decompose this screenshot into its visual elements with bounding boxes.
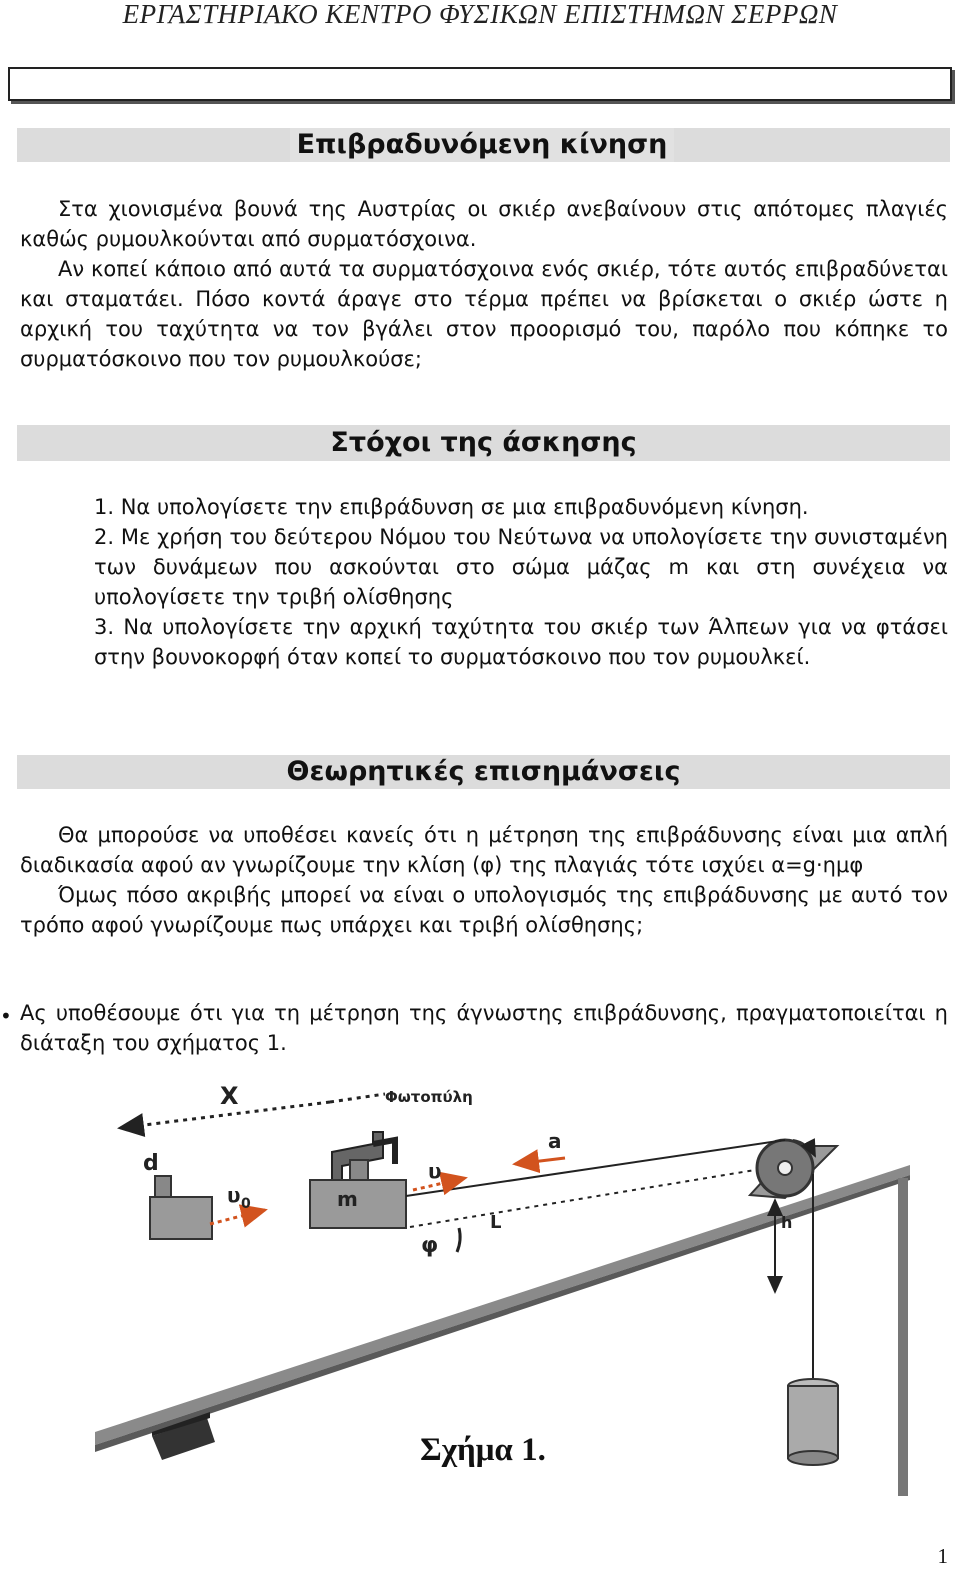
label-u0-sub: 0: [241, 1196, 251, 1212]
bullet-icon: •: [0, 1004, 12, 1028]
page-header: ΕΡΓΑΣΤΗΡΙΑΚΟ ΚΕΝΤΡΟ ΦΥΣΙΚΩΝ ΕΠΙΣΤΗΜΩΝ ΣΕΡΡΩΝ: [122, 0, 838, 29]
theory-heading: Θεωρητικές επισημάνσεις: [286, 756, 681, 787]
goals-list: [94, 492, 948, 672]
label-photogate: Φωτοπύλη: [385, 1088, 473, 1106]
theory-paragraph-1: Θα μπορούσε να υποθέσει κανείς ότι η μέτρηση της επιβράδυνσης είναι μια απλή διαδικασία αφού αν γνωρίζουμε την κλίση (φ) της πλαγιάς τότε ισχύει α=g·ημφ: [20, 823, 948, 877]
intro-paragraph-2: Αν κοπεί κάποιο από αυτά τα συρματόσχοινα ενός σκιέρ, τότε αυτός επιβραδύνεται και σταματάει. Πόσο κοντά άραγε στο τέρμα πρέπει να βρίσκεται ο σκιέρ ώστε η αρχική του ταχύτητα να τον βγάλει στον προορισμό του, παρόλο που κόπηκε το συρματόσκοινο που τον ρυμουλκούσε;: [20, 257, 948, 371]
figure-caption: Σχήμα 1.: [420, 1432, 546, 1468]
page-number: 1: [937, 1544, 948, 1568]
label-x: X: [220, 1082, 239, 1110]
goal-item: 2. Με χρήση του δεύτερου Νόμου του Νεύτωνα να υπολογίσετε την συνισταμένη των δυνάμεων που ασκούνται στο σώμα μάζας m και στη συνέχεια να υπολογίσετε την τριβή ολίσθησης: [94, 525, 948, 609]
goals-heading: Στόχοι της άσκησης: [330, 427, 637, 458]
angle-phi-arc: [457, 1228, 460, 1252]
label-l: L: [490, 1212, 502, 1233]
intro-text: [20, 194, 948, 374]
page-title: Επιβραδυνόμενη κίνηση: [290, 128, 674, 162]
pulley: [750, 1140, 837, 1198]
header-box: [8, 67, 952, 101]
label-u0: υ: [227, 1183, 241, 1207]
theory-paragraph-2: Όμως πόσο ακριβής μπορεί να είναι ο υπολογισμός της επιβράδυνσης με αυτό τον τρόπο αφού γνωρίζουμε πως υπάρχει και τριβή ολίσθησης;: [20, 883, 948, 937]
goal-item: 3. Να υπολογίσετε την αρχική ταχύτητα του σκιέρ των Άλπεων για να φτάσει στην βουνοκορφή όταν κοπεί το συρματόσκοινο που τον ρυμουλκεί.: [94, 615, 948, 669]
theory-text: [20, 820, 948, 940]
label-phi: φ: [421, 1233, 439, 1258]
string-upper: [406, 1140, 785, 1196]
cart-m: [310, 1160, 406, 1228]
label-a: a: [548, 1129, 562, 1153]
label-u: υ: [428, 1159, 442, 1183]
label-h: h: [781, 1213, 793, 1232]
acceleration-a-arrow: [515, 1158, 565, 1164]
bullet-text: Ας υποθέσουμε ότι για τη μέτρηση της άγνωστης επιβράδυνσης, πραγματοποιείται η διάταξη του σχήματος 1.: [20, 1001, 948, 1055]
velocity-u0-arrow: [210, 1210, 265, 1224]
intro-paragraph-1: Στα χιονισμένα βουνά της Αυστρίας οι σκιέρ ανεβαίνουν στις απότομες πλαγιές καθώς ρυμουλκούνται από συρματόσχοινα.: [20, 197, 948, 251]
label-d: d: [143, 1151, 159, 1176]
distance-x-arrow-tail: [330, 1094, 385, 1102]
label-m: m: [337, 1187, 358, 1211]
goal-item: 1. Να υπολογίσετε την επιβράδυνση σε μια επιβραδυνόμενη κίνηση.: [94, 495, 809, 519]
